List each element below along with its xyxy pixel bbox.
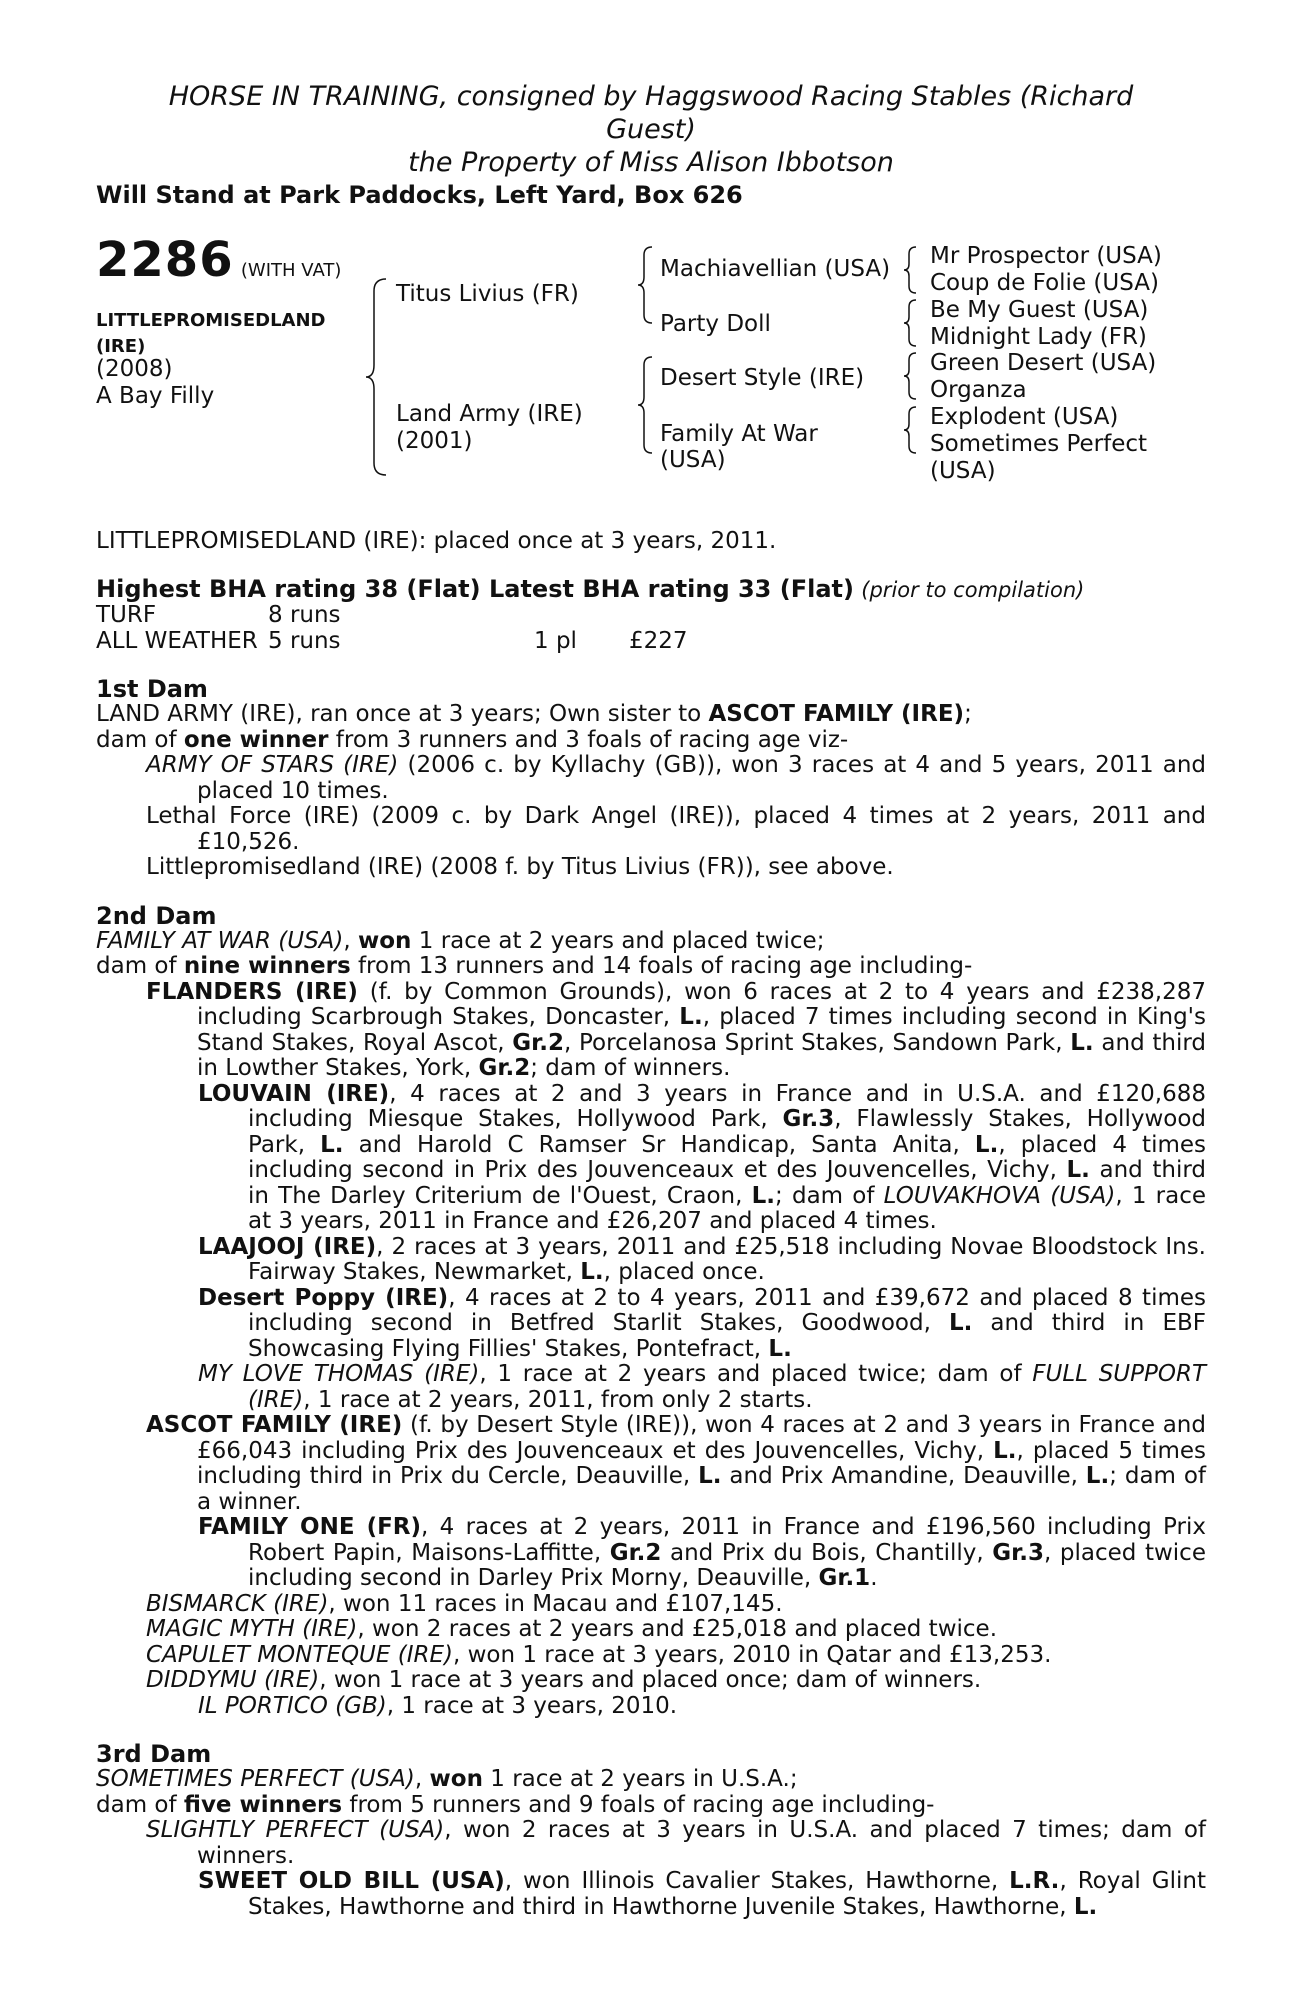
dd-dam-line-2: (USA) bbox=[930, 458, 996, 484]
first-dam-heading: 1st Dam bbox=[96, 675, 208, 703]
produce-ascot-family: ASCOT FAMILY (IRE) (f. by Desert Style (IRE)), won 4 races at 2 and 3 years in France and £66,043 including Prix des Jouvenceaux et des Jouvencelles, Vichy, L., placed 5 times including third in Prix du Cercle, Deauville, L. and Prix Amandine, Deauville, L.; dam of a winner. bbox=[146, 1412, 1207, 1515]
race-summary: LITTLEPROMISEDLAND (IRE): placed once at 3 years, 2011. bbox=[96, 528, 777, 554]
produce-my-love-thomas: MY LOVE THOMAS (IRE), 1 race at 2 years and placed twice; dam of FULL SUPPORT (IRE), 1 race at 2 years, 2011, from only 2 starts. bbox=[198, 1361, 1207, 1413]
header-line-3: the Property of Miss Alison Ibbotson bbox=[408, 147, 894, 178]
horse-name-line-2: (IRE) bbox=[96, 336, 146, 357]
sire-sire: Machiavellian (USA) bbox=[660, 256, 891, 282]
rating-block bbox=[96, 574, 1206, 604]
sire-dam: Party Doll bbox=[660, 311, 771, 337]
sd-sire: Be My Guest (USA) bbox=[930, 297, 1149, 323]
dam-dam-line-2: (USA) bbox=[660, 447, 726, 473]
ds-sire: Green Desert (USA) bbox=[930, 350, 1157, 376]
third-dam-heading: 3rd Dam bbox=[96, 1740, 212, 1768]
gen3-brace-4 bbox=[902, 405, 920, 455]
all-weather-row bbox=[96, 629, 688, 655]
dd-dam-line-1: Sometimes Perfect bbox=[930, 431, 1148, 457]
aw-prize: £227 bbox=[629, 627, 688, 654]
produce-bismarck: BISMARCK (IRE), won 11 races in Macau and £107,145. bbox=[146, 1590, 783, 1617]
dam-line-1: Land Army (IRE) bbox=[396, 401, 583, 427]
gen3-brace-1 bbox=[902, 245, 920, 295]
dd-sire: Explodent (USA) bbox=[930, 404, 1119, 430]
produce-laajooj: LAAJOOJ (IRE), 2 races at 3 years, 2011 and £25,518 including Novae Bloodstock Ins. Fairway Stakes, Newmarket, L., placed once. bbox=[198, 1233, 1206, 1285]
ss-dam: Coup de Folie (USA) bbox=[930, 270, 1159, 296]
produce-magic-myth: MAGIC MYTH (IRE), won 2 races at 2 years and £25,018 and placed twice. bbox=[146, 1616, 998, 1642]
produce-diddymu: DIDDYMU (IRE), won 1 race at 3 years and placed once; dam of winners. bbox=[146, 1667, 982, 1693]
turf-row bbox=[96, 603, 688, 629]
sire-dam-brace bbox=[364, 277, 394, 477]
gen3-brace-3 bbox=[902, 351, 920, 401]
turf-runs: 8 runs bbox=[268, 602, 341, 628]
header-line-1: HORSE IN TRAINING, consigned by Haggswood Racing Stables (Richard bbox=[168, 81, 1134, 112]
horse-description: A Bay Filly bbox=[96, 383, 215, 409]
ds-dam: Organza bbox=[930, 377, 1027, 403]
sd-dam: Midnight Lady (FR) bbox=[930, 324, 1147, 350]
pedigree-block bbox=[96, 232, 1206, 529]
sire-parents-brace bbox=[636, 245, 656, 325]
produce-il-portico: IL PORTICO (GB), 1 race at 3 years, 2010. bbox=[198, 1692, 678, 1719]
ss-sire: Mr Prospector (USA) bbox=[930, 243, 1162, 269]
aw-runs: 5 runs bbox=[268, 627, 341, 654]
consignment-header bbox=[96, 80, 1206, 179]
lot-heading bbox=[96, 232, 342, 288]
bha-rating: Highest BHA rating 38 (Flat) Latest BHA rating 33 (Flat) bbox=[96, 574, 854, 603]
aw-label: ALL WEATHER bbox=[96, 627, 258, 654]
aw-placed: 1 pl bbox=[534, 627, 577, 654]
horse-year: (2008) bbox=[96, 356, 173, 382]
produce-slightly-perfect: SLIGHTLY PERFECT (USA), won 2 races at 3 years in U.S.A. and placed 7 times; dam of winners. bbox=[146, 1817, 1207, 1869]
rating-note: (prior to compilation) bbox=[861, 577, 1085, 602]
produce-sweet-old-bill: SWEET OLD BILL (USA), won Illinois Cavalier Stakes, Hawthorne, L.R., Royal Glint Stakes, Hawthorne and third in Hawthorne Juvenile Stakes, Hawthorne, L. bbox=[198, 1868, 1206, 1920]
produce-army-of-stars: ARMY OF STARS (IRE) (2006 c. by Kyllachy (GB)), won 3 races at 4 and 5 years, 2011 and placed 10 times. bbox=[146, 752, 1206, 804]
stand-location: Will Stand at Park Paddocks, Left Yard, Box 626 bbox=[96, 181, 743, 209]
dam-parents-brace bbox=[636, 355, 656, 455]
catalogue-page: HORSE IN TRAINING, consigned by Haggswood Racing Stables (Richard Guest) the Property of Miss Alison Ibbotson Will Stand at Park Paddocks, Left Yard, Box 626 2286 (WITH VAT) LITTLEPROMISEDLAND (IRE) (2008) A Bay Filly Titus Livius (FR) Land Army (IRE) (2001) Machiavellian (USA) Party Doll Desert Style (IRE) Family At War (USA) Mr Prospector (USA) Coup de Folie (USA) Be My Guest (USA) Midnight Lady (FR) Green Desert (USA) Organza Explodent (USA) Sometimes Perfect (USA) LITTLEPROMISEDLAND (IRE): placed once at 3 years, 2011. Highest BHA rating 38 (Flat) Latest BHA rating 33 (Flat) (prior to compilation) TURF 8 runs ALL WEATHER 5 runs 1 pl £227 1st Dam LAND ARMY (IRE), ran once at 3 years; Own sister to ASCOT FAMILY (IRE); dam of one winner from 3 runners and 3 foals of racing age viz- ARMY OF STARS (IRE) (2006 c. by Kyllachy (GB)), won 3 races at 4 and 5 years, 2011 and placed 10 times. Lethal Force (IRE) (2009 c. by Dark Angel (IRE)), placed 4 times at 2 years, 2011 and £10,526. Littlepromisedland (IRE) (2008 f. by Titus Livius (FR)), see above. 2nd Dam FAMILY AT WAR (USA), won 1 race at 2 years and placed twice; dam of nine winners from 13 runners and 14 foals of racing age including- FLANDERS (IRE) (f. by Common Grounds), won 6 races at 2 to 4 years and £238,287 including Scarbrough Stakes, Doncaster, L., placed 7 times including second in King's Stand Stakes, Royal Ascot, Gr.2, Porcelanosa Sprint Stakes, Sandown Park, L. and third in Lowther Stakes, York, Gr.2; dam of winners. LOUVAIN (IRE), 4 races at 2 and 3 years in France and in U.S.A. and £120,688 including Miesque Stakes, Hollywood Park, Gr.3, Flawlessly Stakes, Hollywood Park, L. and Harold C Ramser Sr Handicap, Santa Anita, L., placed 4 times including second in Prix des Jouvenceaux et des Jouvencelles, Vichy, L. and third in The Darley Criterium de l'Ouest, Craon, L.; dam of LOUVAKHOVA (USA), 1 race at 3 years, 2011 in France and £26,207 and placed 4 times. LAAJOOJ (IRE), 2 races at 3 years, 2011 and £25,518 including Novae Bloodstock Ins. Fairway Stakes, Newmarket, L., placed once. Desert Poppy (IRE), 4 races at 2 to 4 years, 2011 and £39,672 and placed 8 times including second in Betfred Starlit Stakes, Goodwood, L. and third in EBF Showcasing Flying Fillies' Stakes, Pontefract, L. MY LOVE THOMAS (IRE), 1 race at 2 years and placed twice; dam of FULL SUPPORT (IRE), 1 race at 2 years, 2011, from only 2 starts. ASCOT FAMILY (IRE) (f. by Desert Style (IRE)), won 4 races at 2 and 3 years in France and £66,043 including Prix des Jouvenceaux et des Jouvencelles, Vichy, L., placed 5 times including third in Prix du Cercle, Deauville, L. and Prix Amandine, Deauville, L.; dam of a winner. FAMILY ONE (FR), 4 races at 2 years, 2011 in France and £196,560 including Prix Robert Papin, Maisons-Laffitte, Gr.2 and Prix du Bois, Chantilly, Gr.3, placed twice including second in Darley Prix Morny, Deauville, Gr.1. BISMARCK (IRE), won 11 races in Macau and £107,145. MAGIC MYTH (IRE), won 2 races at 2 years and £25,018 and placed twice. CAPULET MONTEQUE (IRE), won 1 race at 3 years, 2010 in Qatar and £13,253. DIDDYMU (IRE), won 1 race at 3 years and placed once; dam of winners. IL PORTICO (GB), 1 race at 3 years, 2010. 3rd Dam SOMETIMES PERFECT (USA), won 1 race at 2 years in U.S.A.; dam of five winners from 5 runners and 9 foals of racing age including- SLIGHTLY PERFECT (USA), won 2 races at 3 years in U.S.A. and placed 7 times; dam of winners. SWEET OLD BILL (USA), won Illinois Cavalier Stakes, Hawthorne, L.R., Royal Glint Stakes, Hawthorne and third in Hawthorne Juvenile Stakes, Hawthorne, L. bbox=[96, 81, 1207, 1920]
produce-desert-poppy: Desert Poppy (IRE), 4 races at 2 to 4 years, 2011 and £39,672 and placed 8 times including second in Betfred Starlit Stakes, Goodwood, L. and third in EBF Showcasing Flying Fillies' Stakes, Pontefract, L. bbox=[198, 1284, 1206, 1362]
dam-sire: Desert Style (IRE) bbox=[660, 365, 865, 391]
header-line-2: Guest) bbox=[606, 114, 696, 145]
third-dam-text: SOMETIMES PERFECT (USA), won 1 race at 2 years in U.S.A.; bbox=[96, 1766, 798, 1792]
produce-lethal-force: Lethal Force (IRE) (2009 c. by Dark Angel (IRE)), placed 4 times at 2 years, 2011 and £10,526. bbox=[146, 803, 1206, 855]
produce-capulet-monteque: CAPULET MONTEQUE (IRE), won 1 race at 3 years, 2010 in Qatar and £13,253. bbox=[146, 1641, 1052, 1668]
sire: Titus Livius (FR) bbox=[396, 281, 579, 307]
horse-name-line-1: LITTLEPROMISEDLAND bbox=[96, 310, 326, 331]
produce-louvain: LOUVAIN (IRE), 4 races at 2 and 3 years in France and in U.S.A. and £120,688 including Miesque Stakes, Hollywood Park, Gr.3, Flawlessly Stakes, Hollywood Park, L. and Harold C Ramser Sr Handicap, Santa Anita, L., placed 4 times including second in Prix des Jouvenceaux et des Jouvencelles, Vichy, L. and third in The Darley Criterium de l'Ouest, Craon, L.; dam of LOUVAKHOVA (USA), 1 race at 3 years, 2011 in France and £26,207 and placed 4 times. bbox=[198, 1080, 1207, 1234]
first-dam-text: LAND ARMY (IRE), ran once at 3 years; Own sister to ASCOT FAMILY (IRE); bbox=[96, 701, 972, 727]
produce-flanders: FLANDERS (IRE) (f. by Common Grounds), won 6 races at 2 to 4 years and £238,287 including Scarbrough Stakes, Doncaster, L., placed 7 times including second in King's Stand Stakes, Royal Ascot, Gr.2, Porcelanosa Sprint Stakes, Sandown Park, L. and third in Lowther Stakes, York, Gr.2; dam of winners. bbox=[146, 978, 1207, 1081]
dam-dam-line-1: Family At War bbox=[660, 421, 818, 447]
gen3-brace-2 bbox=[902, 298, 920, 348]
produce-family-one: FAMILY ONE (FR), 4 races at 2 years, 2011 in France and £196,560 including Prix Robert Papin, Maisons-Laffitte, Gr.2 and Prix du Bois, Chantilly, Gr.3, placed twice including second in Darley Prix Morny, Deauville, Gr.1. bbox=[198, 1514, 1206, 1591]
second-dam-heading: 2nd Dam bbox=[96, 901, 217, 930]
dam-line-2: (2001) bbox=[396, 428, 473, 454]
produce-littlepromisedland: Littlepromisedland (IRE) (2008 f. by Titus Livius (FR)), see above. bbox=[146, 854, 894, 880]
vat-note: (WITH VAT) bbox=[240, 260, 342, 281]
runs-table bbox=[96, 603, 688, 654]
turf-label: TURF bbox=[96, 602, 157, 628]
second-dam-text: FAMILY AT WAR (USA), won 1 race at 2 years and placed twice; bbox=[96, 927, 825, 954]
lot-number: 2286 bbox=[96, 232, 234, 288]
